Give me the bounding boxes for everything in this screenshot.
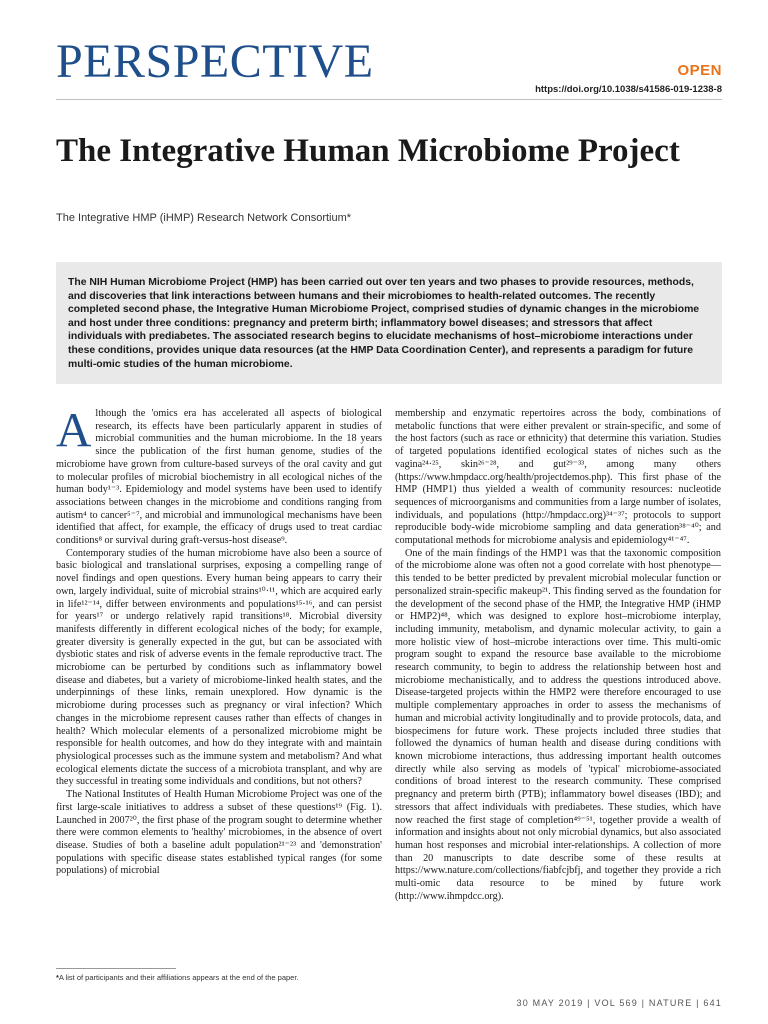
- page-footer: 30 MAY 2019 | VOL 569 | NATURE | 641: [516, 998, 722, 1008]
- footnote: [56, 973, 299, 982]
- body-paragraph: The National Institutes of Health Human Microbiome Project was one of the first large-scale initiatives to address a subset of these questions¹⁹ (Fig. 1). Launched in 2007²⁰, the first phase of the program sought to determine whether there were common elements to 'healthy' microbiomes, in the absence of overt disease. Studies of both a baseline adult population²¹⁻²³ and 'demonstration' populations with specific disease states established typical ranges (for some populations) of microbial: [56, 789, 382, 877]
- open-access-badge: OPEN: [677, 62, 722, 79]
- body-paragraph: Contemporary studies of the human microbiome have also been a source of basic biological and translational surprises, exposing a compelling range of novel findings and open questions. Every human being appears to carry their own, largely individual, suite of microbial strains¹⁰·¹¹, which are acquired early in life¹²⁻¹⁴, differ between environments and populations¹⁵·¹⁶, and can persist for years¹⁷ or undergo relatively rapid transitions¹⁸. Microbial diversity manifests differently in different ecological niches of the body; for example, greater diversity is generally expected in the gut, but can be associated with dysbiotic states and risk of adverse events in the female reproductive tract. The microbiome can be perturbed by conditions such as inflammatory bowel disease and diabetes, but a variety of microbiome-linked health states, and the underpinnings of these links, remain unexplored. How dynamic is the microbiome during processes such as pregnancy or viral infection? Which changes in the microbiome represent causes rather than effects of changes in health? Which molecular elements of a personalized microbiome might be responsible for health outcomes, and how do they integrate with and maintain physiological processes such as the immune system and metabolism? And what ecological elements dictate the success of a microbiota transplant, and why are they successful in treating some individuals and conditions, but not others?: [56, 547, 382, 788]
- footnote-rule: [56, 968, 176, 969]
- drop-cap: A: [56, 402, 92, 457]
- article-authors: The Integrative HMP (iHMP) Research Network Consortium*: [56, 212, 352, 224]
- body-paragraph: membership and enzymatic repertoires across the body, combinations of metabolic functions that were either prevalent or strain-specific, and some of the host factors (such as race or ethnicity) that determine this variation. Studies of targeted populations identified ecological states of niches such as the vagina²⁴·²⁵, skin²⁶⁻²⁸, and gut²⁹⁻³³, among many others (https://www.hmpdacc.org/health/projectdemos.php). This first phase of the HMP (HMP1) thus yielded a wealth of community resources: nucleotide sequences of microorganisms and communities from a large number of isolates, individuals, and populations (http://hmpdacc.org)³⁴⁻³⁷; protocols to support reproducible body-wide microbiome sampling and data generation³⁸⁻⁴⁰; and computational methods for microbiome analysis and epidemiology⁴¹⁻⁴⁷.: [395, 408, 721, 547]
- body-paragraph: One of the main findings of the HMP1 was that the taxonomic composition of the microbiome alone was often not a good correlate with host phenotype—this tended to be better predicted by prevalent microbial molecular function or personalized strain-specific makeup²¹. This finding served as the foundation for the development of the second phase of the HMP, the Integrative HMP (iHMP or HMP2)⁴⁸, which was designed to explore host–microbiome interplay, including immunity, metabolism, and dynamic molecular activity, to gain a more holistic view of host–microbe interactions over time. This multi-omic program sought to expand the resource base available to the microbiome research community, to begin to address the relationship between host and microbiome mechanistically, and to address the questions introduced above. Disease-targeted projects within the HMP2 were therefore encouraged to use multiple complementary approaches in order to assess the mechanisms of human and microbial activity longitudinally and to provide protocols, data, and biospecimens for future work. These projects included three studies that followed the dynamics of human health and disease during conditions with known microbiome interactions, thus addressing important health outcomes directly while also serving as models of 'typical' microbiome-associated conditions of broad interest to the research community. These comprised pregnancy and preterm birth (PTB); inflammatory bowel diseases (IBD); and stressors that affect individuals with prediabetes. These studies, which have now reached the first stage of completion⁴⁹⁻⁵¹, together provide a wealth of information and insights about not only microbial dynamics, but also associated human host responses and microbial inter-relationships. A collection of more than 20 manuscripts to date describe some of these results at https://www.nature.com/collections/fiabfcjbfj, and together they provide a rich multi-omic data resource to be mined by future work (http://www.ihmpdcc.org).: [395, 547, 721, 902]
- article-title: The Integrative Human Microbiome Project: [56, 133, 680, 169]
- body-column-left: [56, 402, 382, 980]
- header-rule: [56, 99, 722, 100]
- section-label: PERSPECTIVE: [56, 35, 374, 88]
- paragraph-text: lthough the 'omics era has accelerated all aspects of biological research, its effects have been particularly apparent in studies of microbial communities and the human microbiome. In the 18 years since the publication of the first human genome, studies of the microbiome have grown from culture-based surveys of the oral cavity and gut to molecular profiles of microbial biochemistry in all ecological niches of the human body¹⁻³. Epidemiology and model systems have been used to identify associations between changes in the microbiome and conditions ranging from autism⁴ to cancer⁵⁻⁷, and microbial and immunological mechanisms have been identified that affect, for example, the efficacy of drugs used to treat cardiac conditions⁸ or survival during graft-versus-host disease⁹.: [56, 408, 382, 547]
- abstract-text: The NIH Human Microbiome Project (HMP) has been carried out over ten years and two phases to provide resources, methods, and discoveries that link interactions between humans and their microbiomes to health-related outcomes. The recently completed second phase, the Integrative Human Microbiome Project, comprised studies of dynamic changes in the microbiome and host under three conditions: pregnancy and preterm birth; inflammatory bowel diseases; and stressors that affect individuals with prediabetes. The associated research begins to elucidate mechanisms of host–microbiome interactions under these conditions, provides unique data resources (at the HMP Data Coordination Center), and represents a paradigm for future multi-omic studies of the human microbiome.: [68, 277, 700, 370]
- footnote-marker: *: [56, 973, 59, 982]
- body-column-right: [395, 408, 721, 960]
- abstract-box: [56, 262, 722, 384]
- body-paragraph: [56, 402, 382, 548]
- doi-link[interactable]: https://doi.org/10.1038/s41586-019-1238-8: [535, 84, 722, 95]
- footnote-text: A list of participants and their affiliations appears at the end of the paper.: [58, 973, 299, 982]
